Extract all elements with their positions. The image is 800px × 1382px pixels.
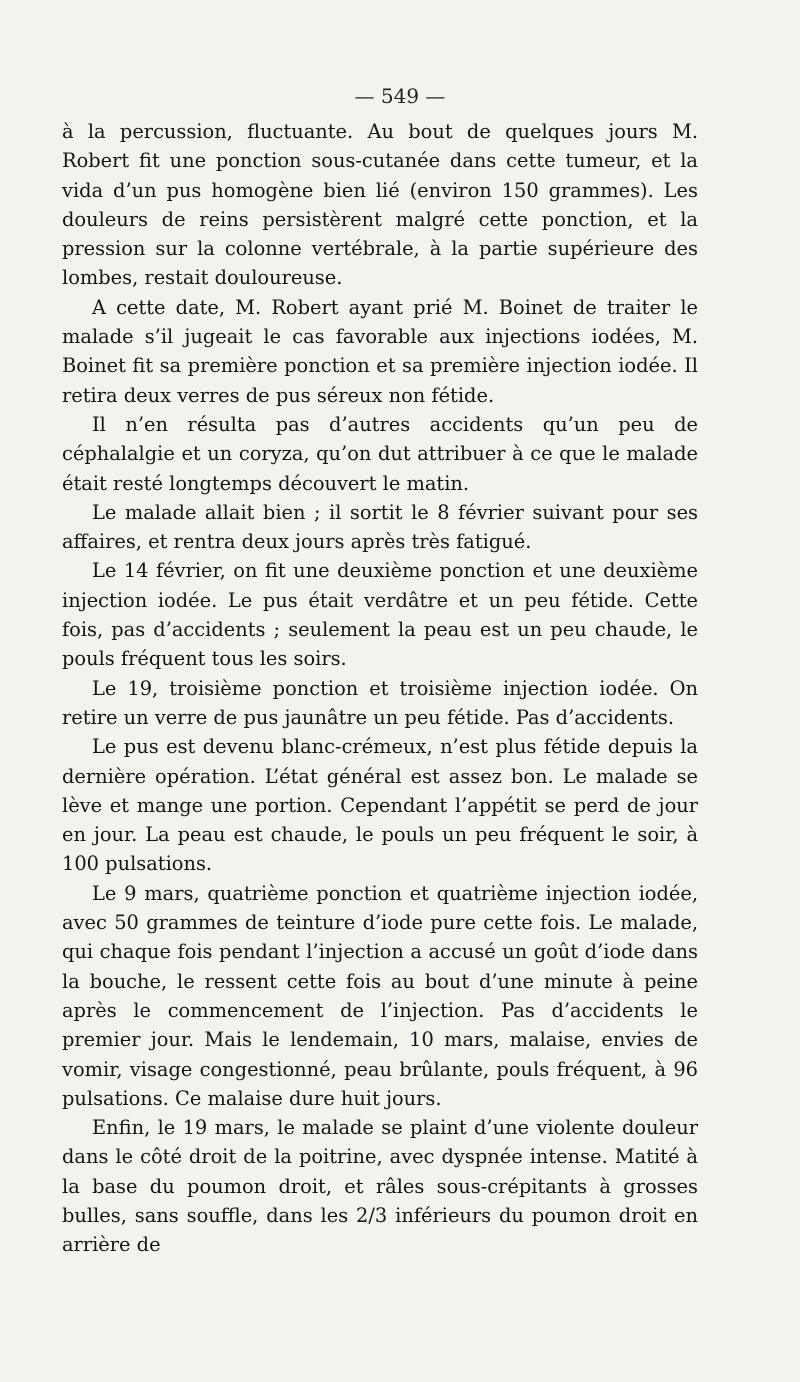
paragraph: Le 19, troisième ponction et troisième injection iodée. On retire un verre de pus jaunâtre un peu fétide. Pas d’accidents. [62, 676, 698, 729]
paragraph: Le 9 mars, quatrième ponction et quatrième injection iodée, avec 50 grammes de teinture d’iode pure cette fois. Le malade, qui chaque fois pendant l’injection a accusé un goût d’iode dans la bouche, le ressent cette fois au bout d’une minute à peine après le commencement de l’injection. Pas d’accidents le premier jour. Mais le lendemain, 10 mars, malaise, envies de vomir, visage congestionné, peau brûlante, pouls fréquent, à 96 pulsations. Ce malaise dure huit jours. [62, 881, 698, 1110]
paragraph: Le pus est devenu blanc-crémeux, n’est plus fétide depuis la dernière opération. L’état général est assez bon. Le malade se lève et mange une portion. Cependant l’appétit se perd de jour en jour. La peau est chaude, le pouls un peu fréquent le soir, à 100 pulsations. [62, 735, 698, 876]
paragraph: Il n’en résulta pas d’autres accidents qu’un peu de céphalalgie et un coryza, qu’on dut attribuer à ce que le malade était resté longtemps découvert le matin. [62, 412, 698, 495]
page-number: — 549 — [354, 84, 446, 108]
paragraph: A cette date, M. Robert ayant prié M. Boinet de traiter le malade s’il jugeait le cas favorable aux injections iodées, M. Boinet fit sa première ponction et sa première injection iodée. Il retira deux verres de pus séreux non fétide. [62, 295, 698, 407]
paragraph: à la percussion, fluctuante. Au bout de quelques jours M. Robert fit une ponction sous-cutanée dans cette tumeur, et la vida d’un pus homogène bien lié (environ 150 grammes). Les douleurs de reins persistèrent malgré cette ponction, et la pression sur la colonne vertébrale, à la partie supérieure des lombes, restait douloureuse. [62, 120, 698, 290]
paragraph: Enfin, le 19 mars, le malade se plaint d’une violente douleur dans le côté droit de la poitrine, avec dyspnée intense. Matité à la base du poumon droit, et râles sous-crépitants à grosses bulles, sans souffle, dans les 2/3 inférieurs du poumon droit en arrière de [62, 1116, 698, 1257]
paragraph: Le malade allait bien ; il sortit le 8 février suivant pour ses affaires, et rentra deux jours après très fatigué. [62, 500, 698, 554]
paragraph: Le 14 février, on fit une deuxième ponction et une deuxième injection iodée. Le pus était verdâtre et un peu fétide. Cette fois, pas d’accidents ; seulement la peau est un peu chaude, le pouls fréquent tous les soirs. [62, 559, 698, 671]
body-text [62, 117, 698, 1260]
